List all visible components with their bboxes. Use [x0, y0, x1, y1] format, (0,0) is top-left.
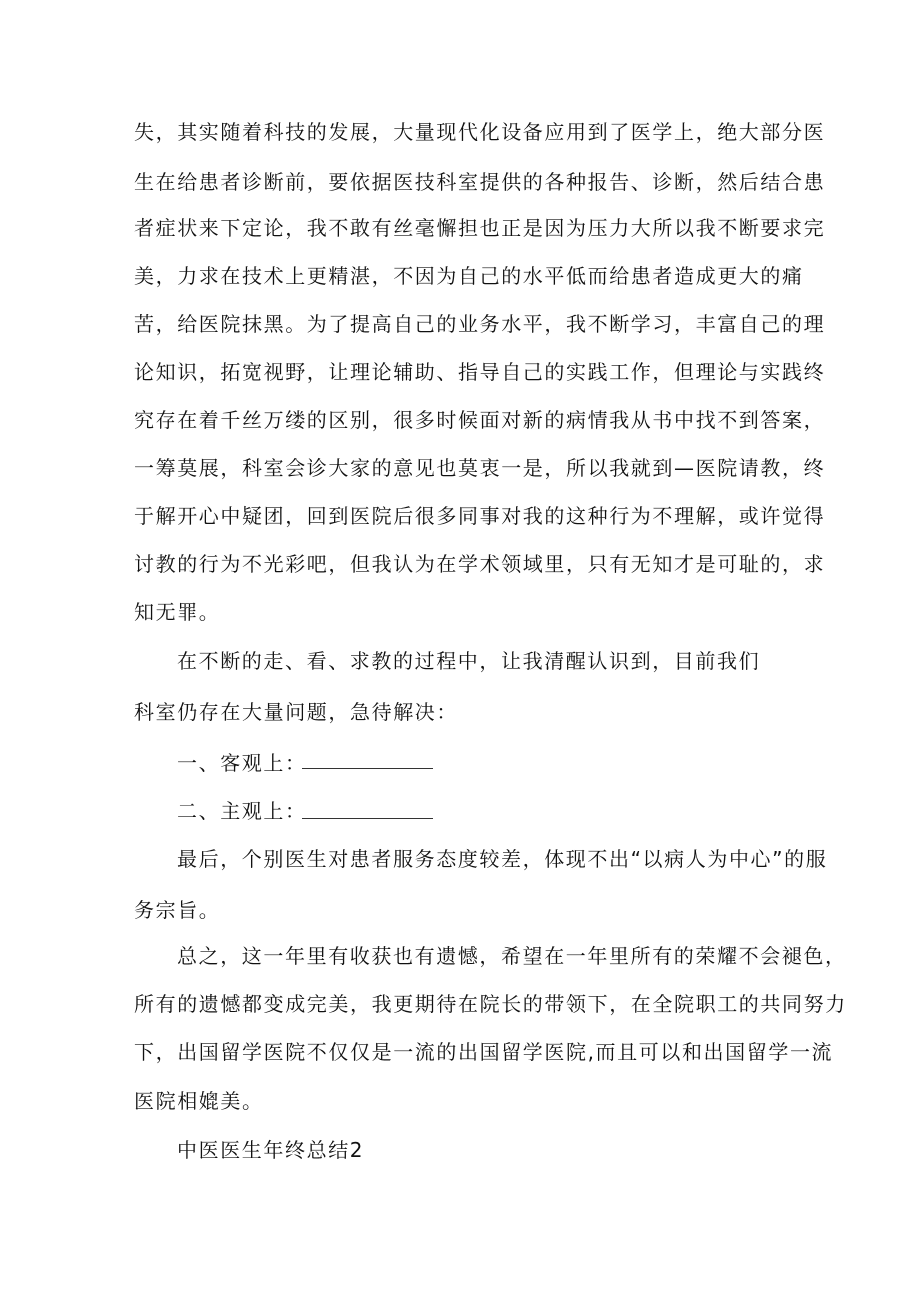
paragraph-line: 知无罪。 — [134, 600, 221, 624]
paragraph-line: 者症状来下定论，我不敢有丝毫懈担也正是因为压力大所以我不断要求完 — [134, 216, 826, 240]
paragraph-line: 下，出国留学医院不仅仅是一流的出国留学医院,而且可以和出国留学一流 — [134, 1040, 834, 1064]
paragraph-line: 在不断的走、看、求教的过程中，让我清醒认识到，目前我们 — [177, 649, 761, 673]
item-objective: 一、客观上： — [177, 751, 307, 775]
paragraph-line: 苦，给医院抹黑。为了提高自己的业务水平，我不断学习，丰富自己的理 — [134, 312, 826, 336]
paragraph-line: 最后，个别医生对患者服务态度较差，体现不出“以病人为中心”的服 — [177, 847, 828, 871]
section-heading: 中医医生年终总结2 — [177, 1138, 365, 1162]
paragraph-line: 美，力求在技术上更精湛，不因为自己的水平低而给患者造成更大的痛 — [134, 264, 804, 288]
fill-in-blank — [302, 768, 433, 769]
paragraph-line: 讨教的行为不光彩吧，但我认为在学术领域里，只有无知才是可耻的，求 — [134, 552, 826, 576]
item-subjective: 二、主观上： — [177, 799, 307, 823]
paragraph-line: 生在给患者诊断前，要依据医技科室提供的各种报告、诊断，然后结合患 — [134, 170, 826, 194]
paragraph-line: 论知识，拓宽视野，让理论辅助、指导自己的实践工作，但理论与实践终 — [134, 360, 826, 384]
paragraph-line: 科室仍存在大量问题，急待解决： — [134, 700, 458, 724]
paragraph-line: 于解开心中疑团，回到医院后很多同事对我的这种行为不理解，或许觉得 — [134, 504, 826, 528]
paragraph-line: 务宗旨。 — [134, 898, 221, 922]
paragraph-line: 所有的遗憾都变成完美，我更期待在院长的带领下，在全院职工的共同努力 — [134, 992, 847, 1016]
paragraph-line: 医院相媲美。 — [134, 1089, 264, 1113]
paragraph-line: 失，其实随着科技的发展，大量现代化设备应用到了医学上，绝大部分医 — [134, 120, 826, 144]
paragraph-line: 一筹莫展，科室会诊大家的意见也莫衷一是，所以我就到—医院请教，终 — [134, 456, 826, 480]
paragraph-line: 究存在着千丝万缕的区别，很多时候面对新的病情我从书中找不到答案， — [134, 408, 826, 432]
fill-in-blank — [302, 818, 433, 819]
paragraph-line: 总之，这一年里有收获也有遗憾，希望在一年里所有的荣耀不会褪色， — [177, 944, 847, 968]
